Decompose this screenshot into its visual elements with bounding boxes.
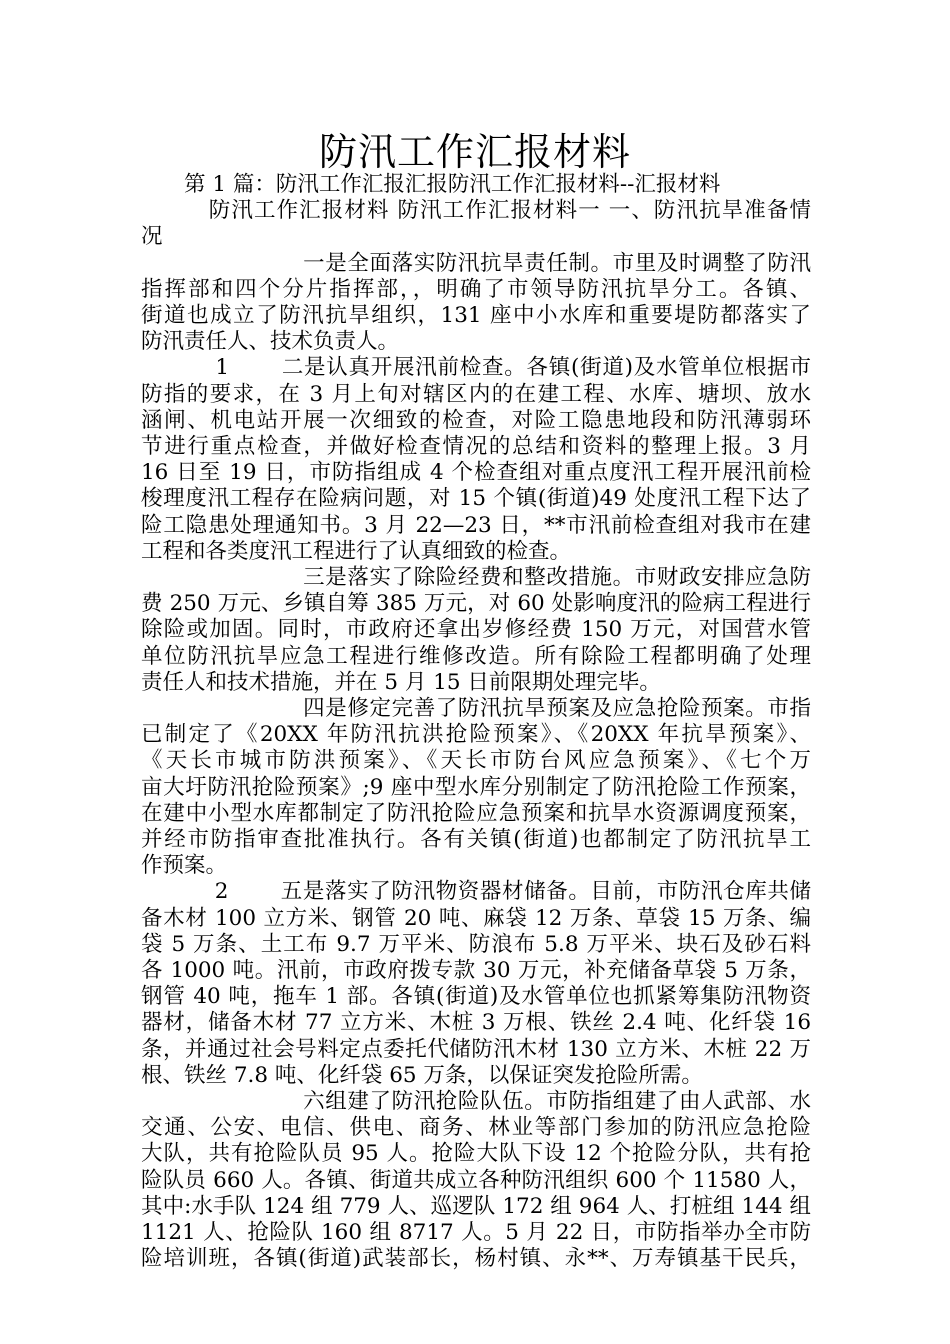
body-line: 单位防汛抗旱应急工程进行维修改造。所有除险工程都明确了处理 <box>141 644 811 669</box>
body-line: 四是修定完善了防汛抗旱预案及应急抢险预案。市指 <box>303 696 811 721</box>
body-line: 1 二是认真开展汛前检查。各镇(街道)及水管单位根据市 <box>141 355 811 380</box>
body-line: 一是全面落实防汛抗旱责任制。市里及时调整了防汛 <box>303 251 811 276</box>
body-line: 1121 人、抢险队 160 组 8717 人。5 月 22 日，市防指举办全市防 <box>141 1220 811 1245</box>
body-line: 险培训班，各镇(街道)武装部长，杨村镇、永**、万寿镇基干民兵， <box>141 1246 811 1271</box>
body-line: 作预案。 <box>141 853 228 878</box>
body-line: 防汛工作汇报材料 防汛工作汇报材料一 一、防汛抗旱准备情 <box>141 198 811 223</box>
body-line: 况 <box>141 224 163 249</box>
body-line: 责任人和技术措施，并在 5 月 15 日前限期处理完毕。 <box>141 670 661 695</box>
body-line: 根、铁丝 7.8 吨、化纤袋 65 万条，以保证突发抢险所需。 <box>141 1063 703 1088</box>
body-line: 《天长市城市防洪预案》、《天长市防台风应急预案》、《七个万 <box>141 748 811 773</box>
body-line: 钢管 40 吨，拖车 1 部。各镇(街道)及水管单位也抓紧筹集防汛物资 <box>141 984 811 1009</box>
body-line: 街道也成立了防汛抗旱组织，131 座中小水库和重要堤防都落实了 <box>141 303 811 328</box>
body-line: 条，并通过社会号料定点委托代储防汛木材 130 立方米、木桩 22 万 <box>141 1037 811 1062</box>
body-line: 其中:水手队 124 组 779 人、巡逻队 172 组 964 人、打桩组 144 组 <box>141 1194 811 1219</box>
body-line: 指挥部和四个分片指挥部，，明确了市领导防汛抗旱分工。各镇、 <box>141 277 811 302</box>
body-line: 2 五是落实了防汛物资器材储备。目前，市防汛仓库共储 <box>141 879 811 904</box>
body-line: 三是落实了除险经费和整改措施。市财政安排应急防 <box>303 565 811 590</box>
body-line: 袋 5 万条、土工布 9.7 万平米、防浪布 5.8 万平米、块石及砂石料 <box>141 932 811 957</box>
body-line: 险工隐患处理通知书。3 月 22—23 日，**市汛前检查组对我市在建 <box>141 513 811 538</box>
body-line: 并经市防指审查批准执行。各有关镇(街道)也都制定了防汛抗旱工 <box>141 827 811 852</box>
body-line: 各 1000 吨。汛前，市政府拨专款 30 万元，补充储备草袋 5 万条， <box>141 958 811 983</box>
body-line: 防指的要求，在 3 月上旬对辖区内的在建工程、水库、塘坝、放水 <box>141 382 811 407</box>
body-line: 工程和各类度汛工程进行了认真细致的检查。 <box>141 539 572 564</box>
body-line: 梭理度汛工程存在险病问题，对 15 个镇(街道)49 处度汛工程下达了 <box>141 486 811 511</box>
body-line: 节进行重点检查，并做好检查情况的总结和资料的整理上报。3 月 <box>141 434 811 459</box>
document-title: 防汛工作汇报材料 <box>318 130 631 174</box>
body-line: 六组建了防汛抢险队伍。市防指组建了由人武部、水 <box>303 1089 811 1114</box>
body-line: 器材，储备木材 77 立方米、木桩 3 万根、铁丝 2.4 吨、化纤袋 16 <box>141 1010 811 1035</box>
body-line: 除险或加固。同时，市政府还拿出岁修经费 150 万元，对国营水管 <box>141 617 811 642</box>
body-line: 16 日至 19 日，市防指组成 4 个检查组对重点度汛工程开展汛前检 <box>141 460 811 485</box>
body-line: 交通、公安、电信、供电、商务、林业等部门参加的防汛应急抢险 <box>141 1115 811 1140</box>
body-line: 亩大圩防汛抢险预案》;9 座中型水库分别制定了防汛抢险工作预案， <box>141 775 811 800</box>
body-line: 在建中小型水库都制定了防汛抢险应急预案和抗旱水资源调度预案， <box>141 801 811 826</box>
body-line: 大队，共有抢险队员 95 人。抢险大队下设 12 个抢险分队，共有抢 <box>141 1141 811 1166</box>
body-line: 备木材 100 立方米、钢管 20 吨、麻袋 12 万条、草袋 15 万条、编 <box>141 906 811 931</box>
body-line: 已制定了《20XX 年防汛抗洪抢险预案》、《20XX 年抗旱预案》、 <box>141 722 811 747</box>
body-line: 防汛责任人、技术负责人。 <box>141 329 400 354</box>
body-line: 涵闸、机电站开展一次细致的检查，对险工隐患地段和防汛薄弱环 <box>141 408 811 433</box>
body-line: 费 250 万元、乡镇自筹 385 万元，对 60 处影响度汛的险病工程进行 <box>141 591 811 616</box>
body-line: 险队员 660 人。各镇、街道共成立各种防汛组织 600 个 11580 人， <box>141 1168 811 1193</box>
body-line: 第 1 篇：防汛工作汇报汇报防汛工作汇报材料--汇报材料 <box>141 172 721 197</box>
